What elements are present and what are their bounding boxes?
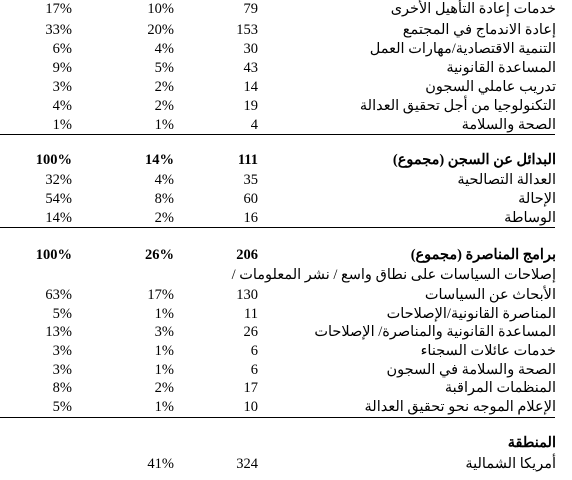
section-divider [0, 227, 555, 228]
row-label: الصحة والسلامة [461, 117, 556, 133]
percent-of-total: 33% [45, 22, 72, 38]
percent-of-total: 54% [45, 191, 72, 207]
table-row [0, 189, 572, 209]
percent-of-total: 32% [45, 172, 72, 188]
section-title: برامج المناصرة (مجموع) [410, 247, 556, 263]
row-label: المساعدة القانونية [446, 60, 556, 76]
row-label: التنمية الاقتصادية/مهارات العمل [369, 41, 556, 57]
percent-of-total: 17% [45, 1, 72, 17]
row-label: أمريكا الشمالية [465, 456, 556, 472]
percent-of-category: 41% [147, 456, 174, 472]
percent-of-category: 4% [154, 41, 174, 57]
row-label: الأبحاث عن السياسات [424, 287, 556, 303]
section-header-row [0, 433, 572, 453]
percent-of-category: 3% [154, 324, 174, 340]
percent-of-total: 3% [52, 343, 72, 359]
row-label: المناصرة القانونية/الإصلاحات [386, 306, 556, 322]
percent-of-category: 8% [154, 191, 174, 207]
percent-of-total: 3% [52, 79, 72, 95]
table-row [0, 304, 572, 324]
percent-of-category: 10% [147, 1, 174, 17]
row-label: الإعلام الموجه نحو تحقيق العدالة [364, 399, 556, 415]
table-row [0, 58, 572, 78]
table-row [0, 341, 572, 361]
count-value: 324 [236, 456, 258, 472]
percent-of-category: 1% [154, 362, 174, 378]
table-row [0, 115, 572, 135]
count-value: 6 [250, 343, 258, 359]
table-row [0, 208, 572, 228]
count-value: 60 [243, 191, 258, 207]
count-value: 19 [243, 98, 258, 114]
percent-of-total: 6% [52, 41, 72, 57]
row-label: الإحالة [518, 191, 556, 207]
section-divider [0, 417, 555, 418]
section-title: المنطقة [507, 435, 556, 451]
percent-of-category: 4% [154, 172, 174, 188]
table-row [0, 20, 572, 40]
percent-of-total: 5% [52, 399, 72, 415]
count-value: 130 [236, 287, 258, 303]
percent-of-total: 4% [52, 98, 72, 114]
row-label: خدمات عائلات السجناء [420, 343, 556, 359]
count-value: 17 [243, 380, 258, 396]
percent-of-category: 1% [154, 399, 174, 415]
count-value: 30 [243, 41, 258, 57]
percent-of-total: 100% [35, 247, 72, 263]
section-divider [0, 134, 555, 135]
section-title: البدائل عن السجن (مجموع) [392, 152, 556, 168]
table-row [0, 77, 572, 97]
row-label: خدمات إعادة التأهيل الأخرى [390, 1, 556, 17]
count-value: 4 [250, 117, 258, 133]
percent-of-total: 3% [52, 362, 72, 378]
percent-of-category: 1% [154, 343, 174, 359]
row-label: المنظمات المراقبة [444, 380, 556, 396]
percent-of-category: 5% [154, 60, 174, 76]
row-label: التكنولوجيا من أجل تحقيق العدالة [359, 98, 556, 114]
percent-of-category: 17% [147, 287, 174, 303]
count-value: 16 [243, 210, 258, 226]
percent-of-total: 13% [45, 324, 72, 340]
table-row [0, 285, 572, 305]
table-row [0, 39, 572, 59]
percent-of-category: 26% [145, 247, 174, 263]
percent-of-total: 5% [52, 306, 72, 322]
row-label: العدالة التصالحية [457, 172, 556, 188]
row-label: الوساطة [504, 210, 556, 226]
count-value: 79 [243, 1, 258, 17]
table-row [0, 397, 572, 417]
percent-of-total: 100% [35, 152, 72, 168]
section-total-row [0, 150, 572, 170]
percent-of-total: 63% [45, 287, 72, 303]
count-value: 43 [243, 60, 258, 76]
row-label: إعادة الاندماج في المجتمع [402, 22, 556, 38]
table-row [0, 96, 572, 116]
percent-of-category: 14% [145, 152, 174, 168]
table-row [0, 0, 572, 19]
percent-of-category: 1% [154, 117, 174, 133]
percent-of-total: 8% [52, 380, 72, 396]
table-row [0, 322, 572, 342]
percent-of-category: 20% [147, 22, 174, 38]
percent-of-total: 9% [52, 60, 72, 76]
percent-of-category: 2% [154, 79, 174, 95]
table-row [0, 170, 572, 190]
table-row [0, 454, 572, 474]
row-label: إصلاحات السياسات على نطاق واسع / نشر المعلومات / [231, 267, 556, 283]
count-value: 153 [236, 22, 258, 38]
count-value: 10 [243, 399, 258, 415]
count-value: 11 [244, 306, 258, 322]
count-value: 206 [236, 247, 258, 263]
percent-of-category: 2% [154, 98, 174, 114]
row-label: المساعدة القانونية والمناصرة/ الإصلاحات [314, 324, 556, 340]
table-row [0, 360, 572, 380]
count-value: 111 [237, 152, 258, 168]
count-value: 6 [250, 362, 258, 378]
row-label: الصحة والسلامة في السجون [386, 362, 556, 378]
table-row [0, 378, 572, 398]
percent-of-total: 14% [45, 210, 72, 226]
table-row [0, 265, 572, 285]
count-value: 26 [243, 324, 258, 340]
count-value: 35 [243, 172, 258, 188]
row-label: تدريب عاملي السجون [425, 79, 556, 95]
count-value: 14 [243, 79, 258, 95]
section-total-row [0, 245, 572, 265]
percent-of-category: 1% [154, 306, 174, 322]
percent-of-category: 2% [154, 380, 174, 396]
percent-of-total: 1% [52, 117, 72, 133]
percent-of-category: 2% [154, 210, 174, 226]
